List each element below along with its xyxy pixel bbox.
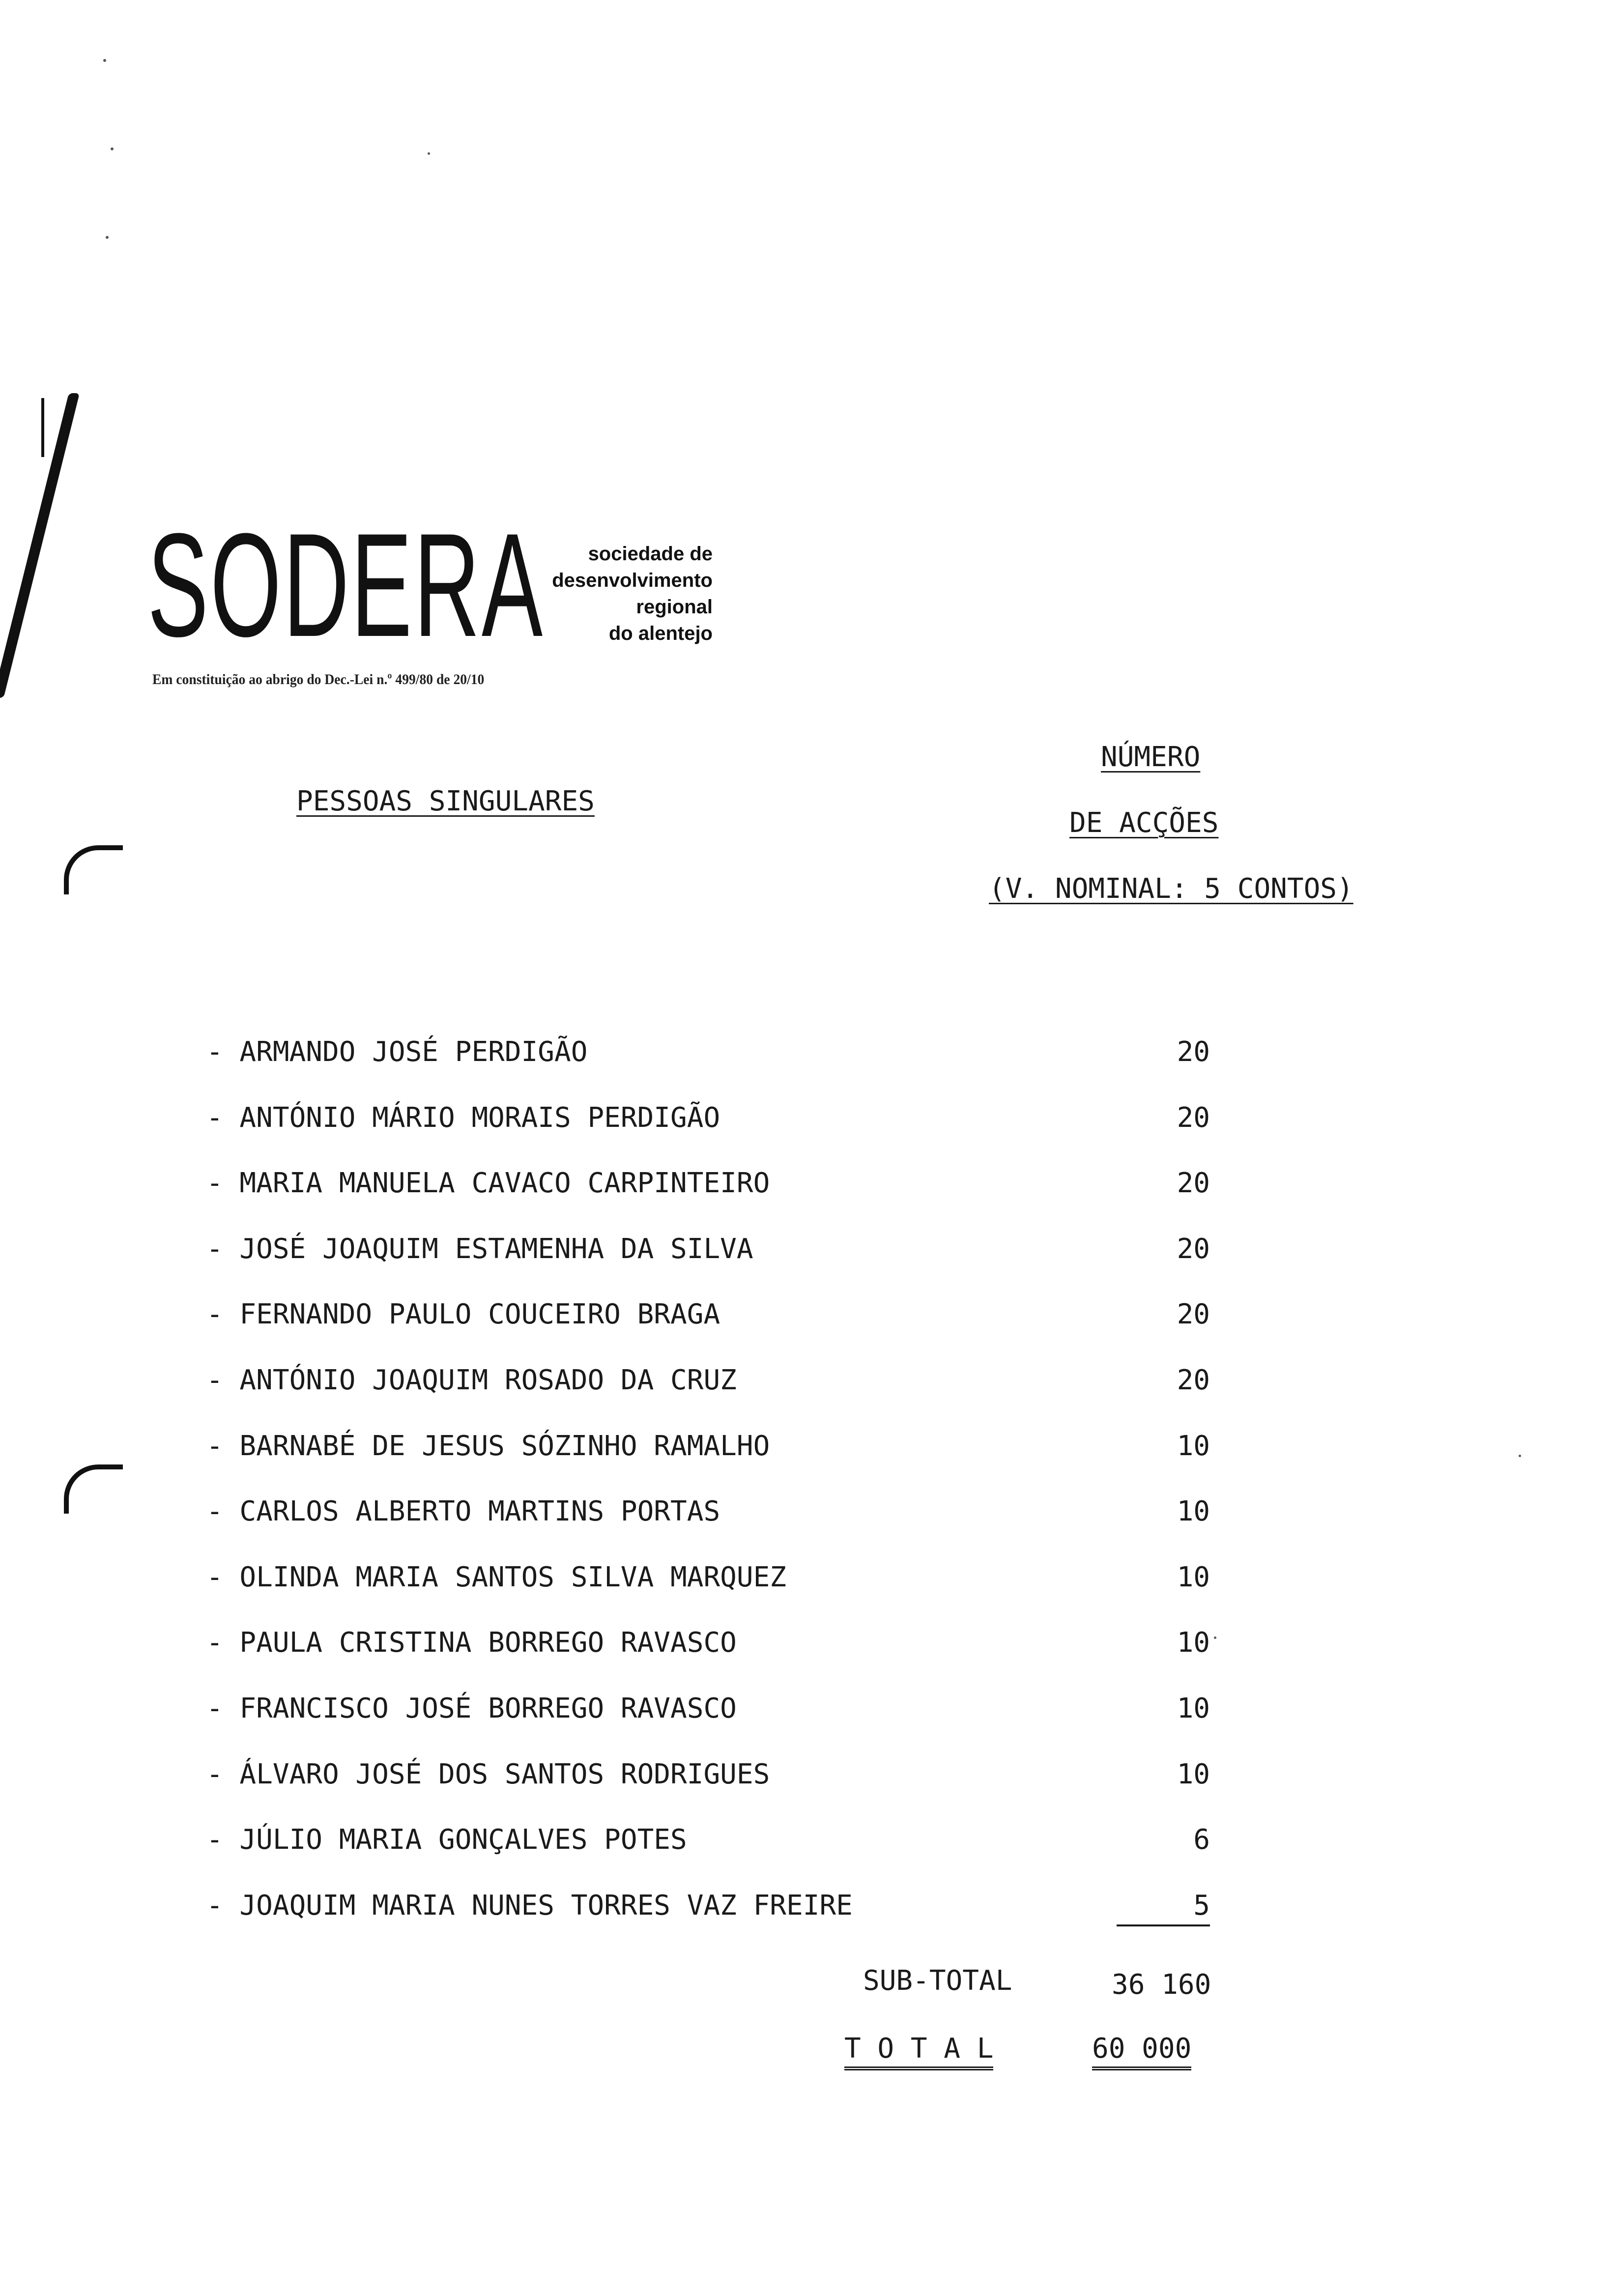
punch-hole-mark <box>64 1464 123 1514</box>
list-item <box>206 1233 1238 1299</box>
shareholder-name: - JOSÉ JOAQUIM ESTAMENHA DA SILVA <box>206 1233 753 1265</box>
share-count: 10 <box>1177 1692 1210 1724</box>
share-count: 10 <box>1177 1627 1210 1659</box>
list-item <box>206 1693 1238 1758</box>
section-title: PESSOAS SINGULARES <box>296 785 595 817</box>
list-item <box>206 1627 1238 1693</box>
total-value: 60 000 <box>1092 2033 1191 2070</box>
list-item <box>206 1036 1238 1102</box>
share-count: 20 <box>1177 1233 1210 1265</box>
share-count: 6 <box>1193 1824 1210 1856</box>
share-count: 5 <box>1117 1890 1210 1926</box>
shareholder-name: - JOAQUIM MARIA NUNES TORRES VAZ FREIRE <box>206 1889 853 1922</box>
pen-stroke-mark <box>0 393 80 698</box>
list-item <box>206 1824 1238 1890</box>
tagline-line: desenvolvimento <box>552 570 713 591</box>
total-label: T O T A L <box>844 2033 993 2070</box>
shareholder-name: - MARIA MANUELA CAVACO CARPINTEIRO <box>206 1167 770 1200</box>
shareholder-name: - ANTÓNIO MÁRIO MORAIS PERDIGÃO <box>206 1101 720 1134</box>
legal-note: Em constituição ao abrigo do Dec.-Lei n.º 499/80 de 20/10 <box>152 671 485 688</box>
list-item <box>206 1298 1238 1364</box>
list-item <box>206 1364 1238 1430</box>
shareholder-list <box>206 1036 1238 1955</box>
company-logo: SODERA <box>147 502 545 667</box>
shareholder-name: - ANTÓNIO JOAQUIM ROSADO DA CRUZ <box>206 1364 737 1396</box>
share-count: 10 <box>1177 1495 1210 1528</box>
scan-speck <box>1519 1455 1521 1457</box>
column-header-line-1: NÚMERO <box>1101 741 1201 773</box>
share-count: 20 <box>1177 1298 1210 1331</box>
scan-speck <box>106 236 109 239</box>
scan-speck <box>103 59 106 62</box>
shareholder-name: - OLINDA MARIA SANTOS SILVA MARQUEZ <box>206 1561 787 1593</box>
list-item <box>206 1758 1238 1824</box>
column-header-line-2: DE ACÇÕES <box>1069 807 1219 839</box>
shareholder-name: - FRANCISCO JOSÉ BORREGO RAVASCO <box>206 1692 737 1724</box>
share-count: 20 <box>1177 1036 1210 1068</box>
shareholder-name: - PAULA CRISTINA BORREGO RAVASCO <box>206 1627 737 1659</box>
shareholder-name: - JÚLIO MARIA GONÇALVES POTES <box>206 1824 687 1856</box>
list-item <box>206 1495 1238 1561</box>
company-tagline <box>531 541 713 647</box>
share-count: 20 <box>1177 1167 1210 1200</box>
list-item <box>206 1890 1238 1955</box>
subtotal-value: 36 160 <box>1112 1969 1211 2001</box>
shareholder-name: - CARLOS ALBERTO MARTINS PORTAS <box>206 1495 720 1528</box>
scan-speck <box>111 147 114 150</box>
list-item <box>206 1167 1238 1233</box>
list-item <box>206 1561 1238 1627</box>
punch-hole-mark <box>64 845 123 894</box>
share-count: 20 <box>1177 1364 1210 1396</box>
shareholder-name: - FERNANDO PAULO COUCEIRO BRAGA <box>206 1298 720 1331</box>
shareholder-name: - BARNABÉ DE JESUS SÓZINHO RAMALHO <box>206 1430 770 1462</box>
tagline-line: do alentejo <box>608 623 713 644</box>
list-item <box>206 1102 1238 1168</box>
scan-tick-mark <box>41 398 44 457</box>
tagline-line: sociedade de <box>588 543 713 565</box>
shareholder-name: - ARMANDO JOSÉ PERDIGÃO <box>206 1036 588 1068</box>
subtotal-label: SUB-TOTAL <box>863 1965 1012 1997</box>
share-count: 10 <box>1177 1430 1210 1462</box>
scan-speck <box>428 152 430 155</box>
share-count: 10 <box>1177 1561 1210 1593</box>
share-count: 10 <box>1177 1758 1210 1790</box>
shareholder-name: - ÁLVARO JOSÉ DOS SANTOS RODRIGUES <box>206 1758 770 1790</box>
column-header-line-3: (V. NOMINAL: 5 CONTOS) <box>989 873 1353 905</box>
tagline-line: regional <box>636 596 713 618</box>
list-item <box>206 1430 1238 1496</box>
share-count: 20 <box>1177 1101 1210 1134</box>
